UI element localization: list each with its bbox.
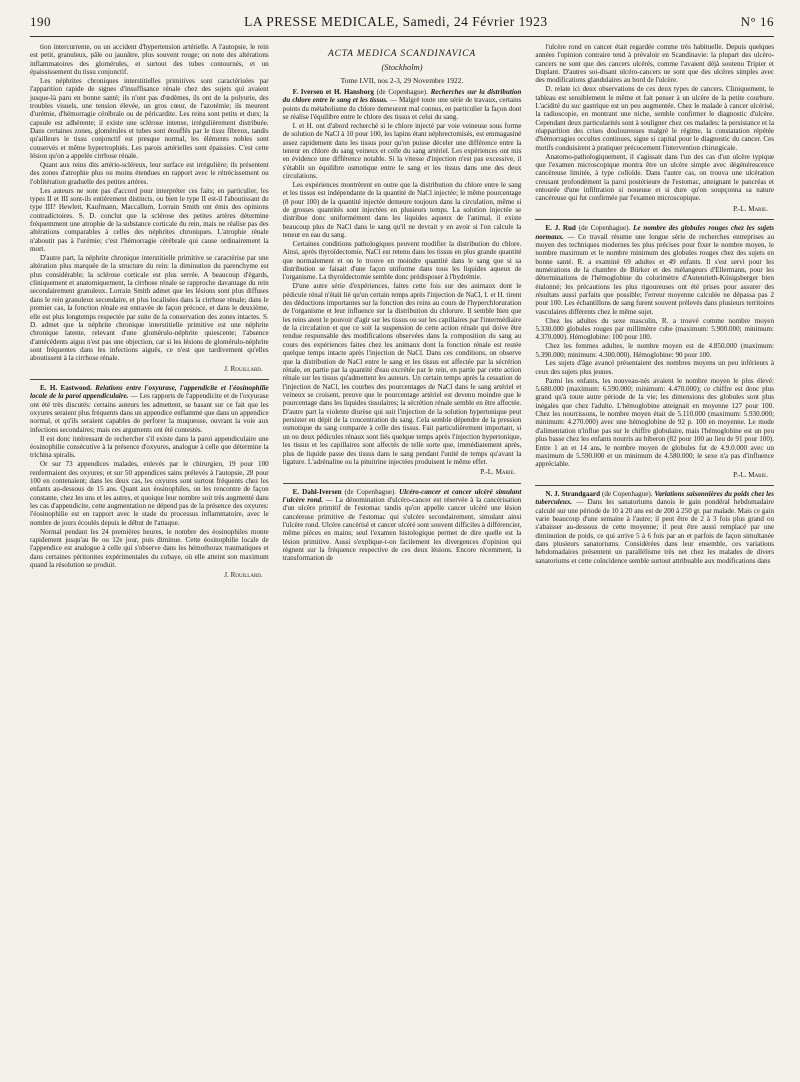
article-title: Ulcéro-cancer et cancer ulcéré simulant l'ulcère rond. xyxy=(282,487,522,504)
article-lead: — Malgré toute une série de travaux, certains points du métabolisme du chlore demeurent mal connus, en particulier la façon dont se réalise l'équilibre entre le chlore des tissus et celui du sang. xyxy=(282,96,522,122)
signature: P.-L. Marie. xyxy=(733,470,769,479)
paragraph: l'ulcère rond en cancer était regardée comme très habituelle. Depuis quelques années l'opinion contraire tend à prévaloir en Scandinavie: la plupart des ulcéro-cancers ne sont que des cancers ulcérés, comme l'avaient déjà soutenu Tripier et Duplant. D'autres soi-disant ulcéro-cancers ne sont que des ulcères simples avec des modifications glandulaires au bord de l'ulcère. xyxy=(535,43,775,85)
paragraph: D. relate ici deux observations de ces deux types de cancers. Cliniquement, le tableau est sensiblement le même et fait penser à un ulcère de la petite courbure. L'acidité du suc gastrique est un peu augmentée. Chez le malade à cancer ulcérisé, la radioscopie, en montrant une niche, semble confirmer le diagnostic d'ulcère. Cependant deux particularités sont à souligner chez ces malades: la persistance et la réapparition des crises douloureuses malgré le régime, la constatation répétée d'hémorragies occultes continues, signe si capital pour le diagnostic du cancer. Ces motifs conduisirent à pratiquer précocement l'intervention chirurgicale. xyxy=(535,85,775,152)
signature: J. Rouillard. xyxy=(224,364,263,373)
article-divider xyxy=(30,379,269,380)
article-author: E. J. Rud xyxy=(545,224,576,233)
article-heading xyxy=(535,490,774,565)
journal-name: ACTA MEDICA SCANDINAVICA xyxy=(327,49,477,59)
journal-header xyxy=(283,49,522,86)
article-author: N. J. Strandgaard xyxy=(545,489,601,498)
paragraph: Les expériences montrèrent en outre que la distribution du chlore entre le sang et les tissus est indépendante de la quantité de NaCl injectée; le même pourcentage (8 pour 100) de la quantité injectée demeure toujours dans la circulation, même si de grosses quantités sont injectées en plusieurs temps. La solution injectée se distribue donc uniformément dans les liquides aqueux de l'animal, il existe beaucoup plus de NaCl dans le sang qu'il ne devrait y en avoir si l'on calcule la teneur en eau du sang. xyxy=(282,181,522,240)
article-author: E. H. Eastwood. xyxy=(40,384,92,393)
article-divider xyxy=(535,485,774,486)
page-number: 190 xyxy=(30,14,51,29)
paragraph: Chez les femmes adultes, le nombre moyen est de 4.850.000 (maximum: 5.390.000; minimum: 4.300.000). Hémoglobine: 90 pour 100. xyxy=(535,342,775,359)
article-divider xyxy=(535,219,774,220)
article-heading xyxy=(283,88,522,121)
paragraph: I. et H. ont d'abord recherché si le chlore injecté par voie veineuse sous forme de solution de NaCl à 10 pour 100, les lapins étant néphrectomisés, est emmagasiné assez rapidement dans les tissus pour qu'on puisse déceler une différence entre la teneur en chlore du sang veineux et celle du sang artériel. Les expériences ont mis en évidence une différence notable. Si la vitesse d'injection n'est pas excessive, il s'établit un équilibre osmotique entre le sang et les tissus dans une des deux circulations. xyxy=(282,122,522,181)
article-origin: (de Copenhague). xyxy=(344,487,397,496)
paragraph: tion intercurrente, ou un accident d'hypertension artérielle. A l'autopsie, le rein est petit, granuleux, pâle ou jaunâtre, plus souvent rouge; on note des altérations inflammatoires des glomérules, et surtout des tubes contournés, et un épaississement du tissu conjonctif. xyxy=(30,43,269,77)
paragraph: D'autre part, la néphrite chronique interstitielle primitive se caractérise par une altération plus marquée de la structure du rein: la diminution du parenchyme est plus considérable; la sclérose corticale est plus serrée. A beaucoup d'égards, cliniquement et anatomiquement, la cirrhose rénale se rapproche davantage du rein secondairement granuleux. Lorrain Smith admet que les lésions sont plus diffuses dans le rein granuleux secondaire, et plus localisées dans la cirrhose rénale; dans le premier cas, la fonction rénale est entravée de façon précoce, et dans le deuxième, elle est plus longtemps respectée par suite de la conservation des zones intactes. S. D. admet que la néphrite chronique interstitielle primitive est une néphrite chronique latente, relevant d'une glomérulo-néphrite quiescente; l'absence d'antécédents aigus n'est pas une objection, car si les lésions de glomérulo-néphrite sont fréquentes dans les infections aiguës, ce n'est que tardivement qu'elles aboutissent à la cirrhose rénale. xyxy=(30,253,269,363)
article-origin: (de Copenhague). xyxy=(376,88,428,97)
paragraph: Les néphrites chroniques interstitielles primitives sont caractérisées par l'apparition rapide de signes d'insuffisance rénale chez des sujets qui avaient jusque-là paru en bonne santé; ils n'ont pas d'œdèmes, ils ont de la polyurie, des troubles visuels, une tension élevée, un gros cœur, de l'azotémie; ils meurent d'urémie, d'hémorragie cérébrale ou de péricardite. Les reins sont petits et durs; la capsule est adhérente; il existe une sclérose intense, irrégulièrement distribuée. Dans certaines zones, glomérules et tubes sont étouffés par le tissu fibreux, tandis qu'ailleurs le tissu conjonctif est presque normal, les éléments nobles sont conservés et même hypertrophiés. Les parois artérielles sont épaissies. C'est cette lésion qu'on a appelée cirrhose rénale. xyxy=(30,76,269,161)
paragraph: Normal pendant les 24 premières heures, le nombre des éosinophiles monte rapidement jusqu'au 8e ou 12e jour, puis diminue. Cette éosinophilie locale de l'appendice est analogue à celle qui s'observe dans les hémothorax traumatiques et dans certaines péritonites expérimentales du cobaye, où elle atteint son maximum quand la résolution se produit. xyxy=(30,527,269,570)
paragraph: Les sujets d'âge avancé présentaient des nombres moyens un peu inférieurs à ceux des sujets plus jeunes. xyxy=(535,359,775,376)
article-heading xyxy=(535,224,774,316)
paragraph: Or sur 73 appendices malades, enlevés par le chirurgien, 19 pour 100 renfermaient des oxyures; et sur 50 appendices sains prélevés à l'autopsie, 28 pour 100 en contenaient; dans les deux cas, les oxyures sont surtout fréquents chez les enfants au-dessous de 15 ans. Quant aux éosinophiles, on les rencontre de façon constante, chez les uns et les autres, et quoique leur nombre soit très augmenté dans les cas d'appendicite, cette augmentation ne dépend pas de la présence des oxyures: l'éosinophilie est en rapport avec le stade du processus inflammatoire, avec le nombre de jours écoulés depuis le début de l'attaque. xyxy=(30,460,269,527)
paragraph: Parmi les enfants, les nouveau-nés avaient le nombre moyen le plus élevé: 5.680.000 (maximum: 6.590.000; minimum: 4.470.000); ce chiffre est donc plus grand qu'à toute autre période de la vie; les dimensions des globules sont plus inégales que chez l'adulte. L'hémoglobine atteignait en moyenne 127 pour 100. Chez les nourrissons, le nombre moyen était de 5.110.000 (maximum: 5.930.000; minimum: 4.270.000) avec une hémoglobine de 92 p. 100 en moyenne. Le mode d'alimentation n'influe pas sur le chiffre globulaire, mais l'hémoglobine est un peu plus basse chez les enfants nourris au biberon (82 pour 100 au lieu de 91 pour 100). Entre 1 an et 14 ans, le nombre moyen de globules fut de 4.9.0.000 avec un maximum de 5.590.000 et un minimum de 4.580.000; le sexe n'a pas d'influence appréciable. xyxy=(535,376,775,469)
article-title: Relations entre l'oxyurase, l'appendicite et l'éosinophilie locale de la paroi appendiculaire. xyxy=(30,384,269,401)
article-title: Recherches sur la distribution du chlore entre le sang et les tissus. xyxy=(282,88,522,105)
article-title: Variations saisonnières du poids chez les tuberculeux. xyxy=(535,489,775,507)
signature: P.-L. Marie. xyxy=(733,204,769,213)
issue-number: N° 16 xyxy=(740,14,774,29)
page-header xyxy=(30,14,774,37)
article-lead: — La dénomination d'ulcéro-cancer est réservée à la cancérisation d'un ulcère primitif de l'estomac tandis qu'on appelle cancer ulcéré une lésion cancéreuse primitive de l'estomac qui s'ulcère secondairement, simulant ainsi l'ulcère rond. Ulcère cancérisé et cancer ulcéré sont souvent difficiles à différencier, même pièces en mains; seul l'examen histologique permet de dire quelle est la lésion primitive. Aussi s'explique-t-on facilement les divergences d'opinion qui règnent sur la fréquence respective de ces deux lésions. Encore récemment, la transformation de xyxy=(282,495,522,563)
article-origin: (de Copenhague). xyxy=(578,224,631,233)
article-lead: — Les rapports de l'appendicite et de l'oxyurase ont été très discutés: certains auteurs les admettent, se basant sur ce fait que les oxyures seraient plus fréquents dans un appendice enflammé que dans un appendice normal, et qu'ils seraient capables de perforer la muqueuse, ouvrant la voie aux infections secondaires; mais ces arguments ont été contestés. xyxy=(30,392,269,434)
paragraph: D'une autre série d'expériences, faites cette fois sur des animaux dont le pédicule rénal n'était lié qu'un certain temps après l'injection de NaCl, I. et H. tirent des déductions importantes sur la fonction des reins au cours de l'hyperchloruration de l'organisme et leur influence sur la distribution du chlorure. Il semble bien que les reins aient le pouvoir d'agir sur les tissus ou sur les capillaires par l'intermédiaire de la circulation et que ce soit la suspension de cette action rénale qui doive être rendue responsable des modifications observées dans la composition du sang au cours des expériences faites chez les animaux dont la fonction rénale est restée quelque temps intacte après l'injection de NaCl. Dans ces conditions, on observe que la distribution de NaCl entre le sang et les tissus est affectée par la sécrétion rénale, en partie par la quantité d'eau excrétée par le rein, en partie par cette action rénale sur les tissus qu'admettent les auteurs. Un certain temps après la cessation de l'injection de NaCl, les courbes des pourcentages de NaCl dans le sang artériel et veineux se croisent, preuve que le pourcentage artériel est devenu moindre que le pourcentage dans les liquides tissulaires; la sécrétion rénale semble en être affectée. D'autre part la violente diurèse qui suit l'injection de la solution hypertonique peut persister en dépit de la concentration du sang. Cela semble dépendre de la pression osmotique du sang comparée à celle des tissus. Fait particulièrement important, si un ou deux pédicules rénaux sont liés quelque temps après l'injection hypertonique, les tissus et les capillaires sont affectés de telle sorte que, immédiatement après, plus de liquide passe des tissus dans le sang pendant l'unité de temps qu'avant la ligature. L'adrénaline ou la pituitrine injectées produisent le même effet. xyxy=(282,282,522,466)
paragraph: Les auteurs ne sont pas d'accord pour interpréter ces faits; en particulier, les types II et III sont-ils entièrement distincts, ou bien le type II est-il l'aboutissant du type III? Hewlett, Kaufmann, Maccallum, Lorrain Smith ont émis des opinions contradictoires. S. D. conclut que la sclérose des petites artères détermine fréquemment une atrophie de la substance corticale du rein, mais ne réalise pas des altérations comparables à celles des néphrites chroniques. L'atrophie rénale n'aboutit pas à l'urémie; c'est l'hémorragie cérébrale qui cause ordinairement la mort. xyxy=(30,186,269,254)
article-author: F. Iversen et H. Hansborg xyxy=(292,88,374,97)
masthead-title: LA PRESSE MEDICALE, Samedi, 24 Février 1923 xyxy=(244,14,548,29)
signature: P.-L. Marie. xyxy=(480,468,516,477)
signature: J. Rouillard. xyxy=(224,571,263,580)
article-heading xyxy=(30,384,269,434)
journal-volume: Tome LVII, nos 2-3, 29 Novembre 1922. xyxy=(340,76,464,86)
column-2 xyxy=(283,43,522,584)
article-divider xyxy=(283,483,522,484)
journal-city: (Stockholm) xyxy=(381,62,423,73)
article-heading xyxy=(283,488,522,563)
paragraph: Anatomo-pathologiquement, il s'agissait dans l'un des cas d'un ulcère typique que l'examen microscopique montra être un ulcère simple avec dégénérescence cancéreuse limitée, à type colloïde. Dans l'autre cas, on trouva une ulcération creusant profondément la paroi postérieure de l'estomac, atteignant le pancréas et entourée d'une infiltration si noueuse et si dure qu'on soupçonna sa nature cancéreuse qui fut confirmée par l'examen microscopique. xyxy=(535,152,775,203)
article-title: Le nombre des globules rouges chez les sujets normaux. xyxy=(535,224,775,241)
column-3 xyxy=(535,43,774,584)
article-lead: — Ce travail résume une longue série de recherches entreprises au moyen des techniques modernes les plus précises pour fixer le nombre moyen, le nombre maximum et le nombre minimum des globules rouges chez des sujets en bonne santé. R. a examiné 69 adultes et 49 enfants. Il s'est servi pour les numérations de la chambre de Bürker et des mélangeurs d'Ellermann, pour les déterminations de l'hémoglobine du colorimètre d'Autenrieth-Königsberger bien étalonné; les précautions les plus rigoureuses ont été prises pour assurer des résultats aussi parfaits que possible; l'erreur moyenne calculée ne dépassa pas 2 pour 100. Les échantillons de sang furent souvent prélevés dans plusieurs territoires vasculaires différents chez le même sujet. xyxy=(535,232,775,316)
article-lead: — Dans les sanatoriums danois le gain pondéral hebdomadaire calculé sur une période de 10 à 20 ans est de 200 à 250 gr. par malade. Mais ce gain varie beaucoup d'une semaine à l'autre; il peut être de 2 à 3 fois plus grand ou s'abaisser au-dessous de cette moyenne; il peut être aussi remplacé par une diminution de poids, ce qui arrive 5 à 6 fois par an et parfois de façon simultanée dans plusieurs sanatoriums. Considérées dans leur ensemble, ces variations hebdomadaires présentent un parallélisme très net chez les malades de divers sanatoriums et cette coïncidence semble surtout attribuable aux modifications dans xyxy=(535,498,775,565)
article-author: E. Dahl-Iversen xyxy=(292,487,342,496)
article-origin: (de Copenhague). xyxy=(601,489,653,498)
paragraph: Il est donc intéressant de rechercher s'il existe dans la paroi appendiculaire une éosinophilie consécutive à la présence d'oxyures, analogue à celle que détermine la trichina spiralis. xyxy=(30,434,269,460)
paragraph: Certaines conditions pathologiques peuvent modifier la distribution du chlore. Ainsi, après thyroïdectomie, NaCl est retenu dans les tissus en plus grande quantité que normalement et on le trouve en moindre quantité dans le sang que si sa distribution se faisait d'une façon uniforme dans tous les liquides aqueux de l'organisme. La thyroïdectomie semble donc prédisposer à l'hydrémie. xyxy=(282,240,522,282)
columns xyxy=(30,43,774,584)
paragraph: Chez les adultes du sexe masculin, R. a trouvé comme nombre moyen 5.330.000 globules rouges par millimètre cube (maximum: 5.900.000; minimum: 4.370.000). Hémoglobine: 100 pour 100. xyxy=(535,316,775,342)
column-1 xyxy=(30,43,269,584)
paragraph: Quant aux reins dits artério-scléreux, leur surface est irrégulière; ils présentent des zones d'atrophie plus ou moins étendues en rapport avec le rétrécissement ou l'oblitération graduelle des petites artères. xyxy=(30,161,269,186)
